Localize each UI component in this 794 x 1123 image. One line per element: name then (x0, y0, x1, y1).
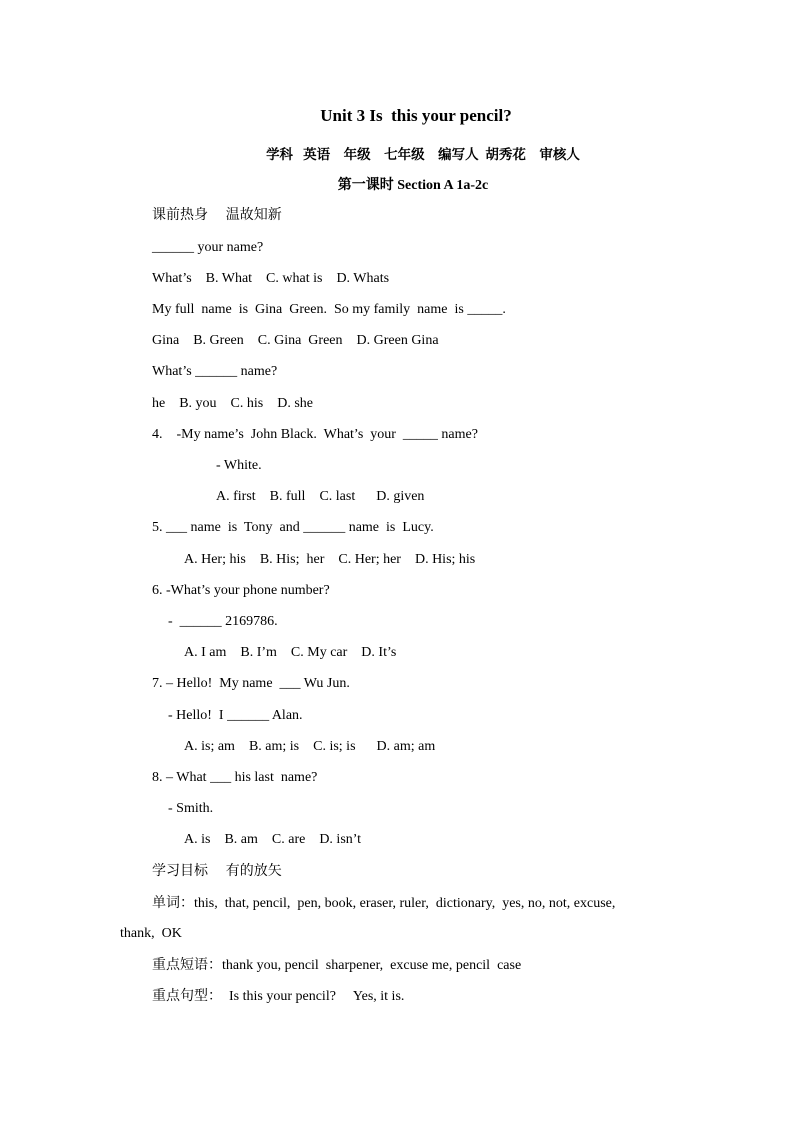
question-1: ______ your name? (152, 240, 264, 255)
question-3-options: he B. you C. his D. she (152, 396, 313, 411)
question-6: 6. -What’s your phone number? (152, 583, 330, 598)
vocabulary-label: 单词： (152, 895, 194, 911)
question-7: 7. – Hello! My name ___ Wu Jun. (152, 676, 350, 691)
question-8-answer: - Smith. (168, 801, 214, 816)
question-2-options: Gina B. Green C. Gina Green D. Green Gina (152, 333, 439, 348)
question-5: 5. ___ name is Tony and ______ name is Lucy. (152, 520, 434, 535)
question-4: 4. -My name’s John Black. What’s your _____ name? (152, 427, 478, 442)
question-2: My full name is Gina Green. So my family name is _____. (152, 302, 506, 317)
meta-line: 学科 英语 年级 七年级 编写人 胡秀花 审核人 (266, 147, 580, 162)
warmup-heading: 课前热身 温故知新 (152, 207, 282, 223)
vocabulary-words: this, that, pencil, pen, book, eraser, ruler, dictionary, yes, no, not, excuse, (194, 896, 616, 911)
question-8-options: A. is B. am C. are D. isn’t (184, 832, 362, 847)
unit-title: Unit 3 Is this your pencil? (320, 106, 512, 125)
question-4-options: A. first B. full C. last D. given (216, 489, 425, 504)
question-8: 8. – What ___ his last name? (152, 770, 318, 785)
lesson-subtitle: 第一课时 Section A 1a-2c (337, 178, 489, 193)
question-6-options: A. I am B. I’m C. My car D. It’s (184, 645, 397, 660)
vocabulary-line (152, 894, 615, 913)
phrases-label: 重点短语： (152, 957, 222, 973)
question-4-answer: - White. (216, 458, 262, 473)
question-5-options: A. Her; his B. His; her C. Her; her D. His; his (184, 552, 476, 567)
question-7-options: A. is; am B. am; is C. is; is D. am; am (184, 739, 436, 754)
phrases-line (152, 956, 521, 975)
sentences-label: 重点句型： (152, 988, 222, 1004)
vocabulary-words-continued: thank, OK (120, 926, 182, 941)
sentences-text: Is this your pencil? Yes, it is. (222, 989, 405, 1004)
goals-heading: 学习目标 有的放矢 (152, 863, 282, 879)
phrases-text: thank you, pencil sharpener, excuse me, pencil case (222, 958, 522, 973)
question-1-options: What’s B. What C. what is D. Whats (152, 271, 390, 286)
question-3: What’s ______ name? (152, 364, 278, 379)
question-7-answer: - Hello! I ______ Alan. (168, 708, 303, 723)
sentences-line (152, 987, 404, 1006)
question-6-answer: - ______ 2169786. (168, 614, 278, 629)
